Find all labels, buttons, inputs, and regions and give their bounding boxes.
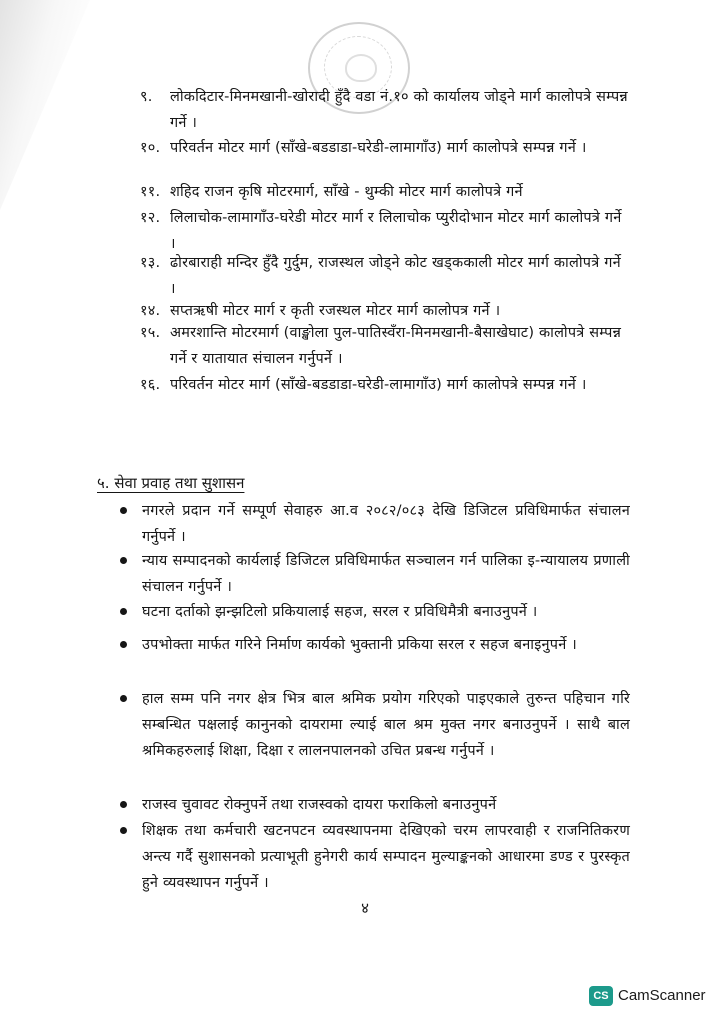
bullet-dot-icon xyxy=(120,827,127,834)
bullet-text: न्याय सम्पादनको कार्यलाई डिजिटल प्रविधिमार्फत सञ्चालन गर्न पालिका इ-न्यायालय प्रणाली संचालन गर्नुपर्ने । xyxy=(142,553,630,595)
list-item xyxy=(140,372,630,398)
list-item xyxy=(140,320,630,372)
bullet-dot-icon xyxy=(120,695,127,702)
bullet-text: हाल सम्म पनि नगर क्षेत्र भित्र बाल श्रमिक प्रयोग गरिएको पाइएकाले तुरुन्त पहिचान गरि सम्बन्धित पक्षलाई कानुनको दायरामा ल्याई बाल श्रम मुक्त नगर बनाउनुपर्ने । साथै बाल श्रमिकहरुलाई शिक्षा, दिक्षा र लालनपालनको उचित प्रबन्ध गर्नुपर्ने । xyxy=(142,691,630,759)
item-number: १४. xyxy=(140,303,161,319)
item-number: १२. xyxy=(140,210,161,226)
item-text: अमरशान्ति मोटरमार्ग (वाङ्खोला पुल-पातिस्वँरा-मिनमखानी-बैसाखेघाट) कालोपत्रे सम्पन्न गर्ने र यातायात संचालन गर्नुपर्ने । xyxy=(170,325,622,367)
item-text: ढोरबाराही मन्दिर हुँदै गुर्दुम, राजस्थल जोड्ने कोट खड्ककाली मोटर मार्ग कालोपत्रे गर्ने । xyxy=(170,255,621,297)
bullet-text: घटना दर्ताको झन्झटिलो प्रकियालाई सहज, सरल र प्रविधिमैत्री बनाउनुपर्ने । xyxy=(142,604,538,620)
bullet-item xyxy=(120,792,630,818)
item-number: १०. xyxy=(140,140,161,156)
camscanner-watermark: CamScanner xyxy=(618,987,706,1004)
section-heading: ५. सेवा प्रवाह तथा सुशासन xyxy=(97,474,245,492)
item-number: १५. xyxy=(140,325,161,341)
bullet-item xyxy=(120,498,630,550)
list-item xyxy=(140,135,630,161)
bullet-text: शिक्षक तथा कर्मचारी खटनपटन व्यवस्थापनमा देखिएको चरम लापरवाही र राजनितिकरण अन्त्य गर्दै सुशासनको प्रत्याभूती हुनेगरी कार्य सम्पादन मुल्याङ्कनको आधारमा डण्ड र पुरस्कृत हुने व्यवस्थापन गर्नुपर्ने । xyxy=(142,823,630,891)
bullet-item xyxy=(120,632,630,658)
bullet-item xyxy=(120,686,630,764)
list-item xyxy=(140,179,630,205)
bullet-text: उपभोक्ता मार्फत गरिने निर्माण कार्यको भुक्तानी प्रकिया सरल र सहज बनाइनुपर्ने । xyxy=(142,637,577,653)
item-text: शहिद राजन कृषि मोटरमार्ग, साँखे - थुम्की मोटर मार्ग कालोपत्रे गर्ने xyxy=(170,184,523,200)
item-number: ९. xyxy=(140,89,153,105)
bullet-dot-icon xyxy=(120,801,127,808)
item-number: ११. xyxy=(140,184,161,200)
bullet-item xyxy=(120,599,630,625)
bullet-dot-icon xyxy=(120,608,127,615)
item-text: लिलाचोक-लामागाँउ-घरेडी मोटर मार्ग र लिलाचोक प्युरीदोभान मोटर मार्ग कालोपत्रे गर्ने । xyxy=(170,210,622,252)
bullet-dot-icon xyxy=(120,557,127,564)
camscanner-logo-icon: CS xyxy=(589,986,613,1006)
bullet-item xyxy=(120,548,630,600)
page-number: ४ xyxy=(361,899,369,917)
page-fold-shadow xyxy=(0,0,90,210)
item-number: १६. xyxy=(140,377,161,393)
item-text: परिवर्तन मोटर मार्ग (साँखे-बडडाडा-घरेडी-लामागाँउ) मार्ग कालोपत्रे सम्पन्न गर्ने । xyxy=(170,377,587,393)
item-number: १३. xyxy=(140,255,161,271)
item-text: लोकदिटार-मिनमखानी-खोरादी हुँदै वडा नं.१० को कार्यालय जोड्ने मार्ग कालोपत्रे सम्पन्न गर्ने । xyxy=(170,89,628,131)
item-text: सप्तऋषी मोटर मार्ग र कृती रजस्थल मोटर मार्ग कालोपत्र गर्ने । xyxy=(170,303,501,319)
bullet-text: राजस्व चुवावट रोक्नुपर्ने तथा राजस्वको दायरा फराकिलो बनाउनुपर्ने xyxy=(142,797,497,813)
bullet-dot-icon xyxy=(120,641,127,648)
list-item xyxy=(140,84,630,136)
bullet-item xyxy=(120,818,630,896)
bullet-text: नगरले प्रदान गर्ने सम्पूर्ण सेवाहरु आ.व २०८२/०८३ देखि डिजिटल प्रविधिमार्फत संचालन गर्नुपर्ने । xyxy=(142,503,630,545)
item-text: परिवर्तन मोटर मार्ग (साँखे-बडडाडा-घरेडी-लामागाँउ) मार्ग कालोपत्रे सम्पन्न गर्ने । xyxy=(170,140,587,156)
list-item xyxy=(140,250,630,302)
bullet-dot-icon xyxy=(120,507,127,514)
